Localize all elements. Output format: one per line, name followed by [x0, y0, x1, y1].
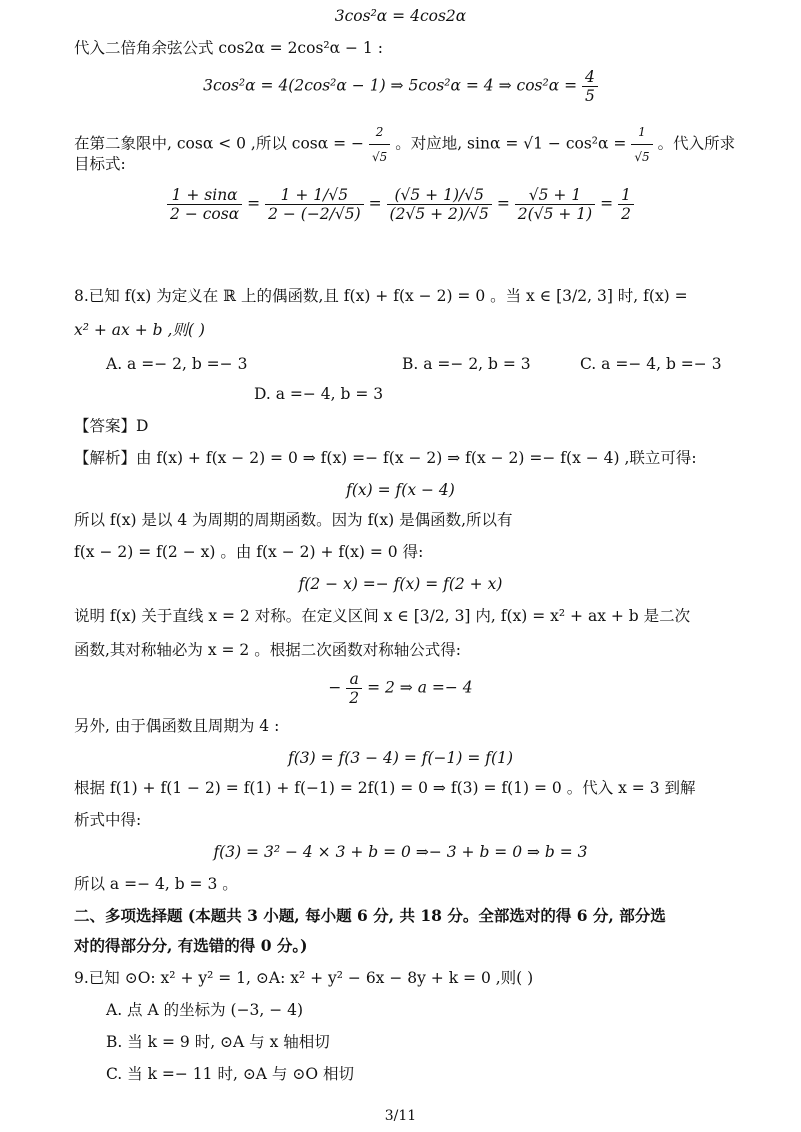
text-line: 目标式:: [74, 155, 126, 173]
option-a: A. a =− 2, b =− 3: [106, 355, 248, 373]
equals-sign: =: [247, 194, 261, 213]
fraction-numerator: 1 + 1/√5: [265, 186, 364, 205]
fraction-numerator: a: [346, 670, 362, 689]
fraction: [618, 186, 634, 223]
fraction: [582, 68, 598, 105]
text-line-cos-sin: [74, 120, 735, 169]
equals-sign: =: [368, 194, 382, 213]
fraction: [265, 186, 364, 223]
question-9-stem: 9.已知 ⊙O: x² + y² = 1, ⊙A: x² + y² − 6x − 8y + k = 0 ,则( ): [74, 969, 534, 987]
section-heading-cont: 对的得部分分, 有选错的得 0 分。): [74, 936, 308, 955]
fraction-denominator: 2(√5 + 1): [517, 205, 593, 223]
option-d: D. a =− 4, b = 3: [254, 385, 384, 403]
question-9-option-b: B. 当 k = 9 时, ⊙A 与 x 轴相切: [106, 1033, 330, 1051]
analysis-line: 根据 f(1) + f(1 − 2) = f(1) + f(−1) = 2f(1) = 0 ⇒ f(3) = f(1) = 0 。代入 x = 3 到解: [74, 779, 696, 797]
analysis-line: f(x − 2) = f(2 − x) 。由 f(x − 2) + f(x) = 0 得:: [74, 543, 424, 561]
question-8-stem-cont: x² + ax + b ,则( ): [74, 321, 205, 339]
text-segment: 。代入所求: [657, 134, 736, 153]
fraction-denominator: 2: [621, 205, 631, 223]
analysis-line: 【解析】由 f(x) + f(x − 2) = 0 ⇒ f(x) =− f(x − 2) ⇒ f(x − 2) =− f(x − 4) ,联立可得:: [74, 449, 697, 467]
equation-line: f(2 − x) =− f(x) = f(2 + x): [298, 575, 503, 593]
fraction: [631, 120, 652, 169]
fraction-numerator: (√5 + 1)/√5: [387, 186, 492, 205]
question-8-stem: 8.已知 f(x) 为定义在 ℝ 上的偶函数,且 f(x) + f(x − 2) = 0 。当 x ∈ [3/2, 3] 时, f(x) =: [74, 287, 688, 305]
equation-axis-formula: [0, 670, 801, 707]
analysis-line: 说明 f(x) 关于直线 x = 2 对称。在定义区间 x ∈ [3/2, 3] 内, f(x) = x² + ax + b 是二次: [74, 607, 691, 625]
analysis-line: 所以 f(x) 是以 4 为周期的周期函数。因为 f(x) 是偶函数,所以有: [74, 511, 513, 529]
equation-text: = 2 ⇒ a =− 4: [367, 678, 473, 697]
page-number: 3/11: [384, 1108, 417, 1124]
fraction-numerator: 2: [369, 120, 390, 145]
fraction-denominator: (2√5 + 2)/√5: [389, 205, 489, 223]
equals-sign: =: [496, 194, 510, 213]
analysis-line: 函数,其对称轴必为 x = 2 。根据二次函数对称轴公式得:: [74, 641, 461, 659]
option-b: B. a =− 2, b = 3: [402, 355, 531, 373]
option-c: C. a =− 4, b =− 3: [580, 355, 722, 373]
fraction: [346, 670, 362, 707]
equation-text: 3cos²α = 4(2cos²α − 1) ⇒ 5cos²α = 4 ⇒ cos²α =: [203, 76, 578, 95]
section-heading: 二、多项选择题 (本题共 3 小题, 每小题 6 分, 共 18 分。全部选对的得 6 分, 部分选: [74, 906, 666, 925]
equation-target-expression: [0, 186, 801, 223]
fraction-numerator: 4: [582, 68, 598, 87]
analysis-line: 另外, 由于偶函数且周期为 4 :: [74, 717, 280, 735]
equation-line: f(3) = f(3 − 4) = f(−1) = f(1): [288, 749, 513, 767]
equation-line: f(3) = 3² − 4 × 3 + b = 0 ⇒− 3 + b = 0 ⇒ b = 3: [213, 843, 588, 861]
equation-line: f(x) = f(x − 4): [346, 481, 455, 499]
fraction-denominator: 2 − cosα: [170, 205, 240, 223]
text-line: 代入二倍角余弦公式 cos2α = 2cos²α − 1 :: [74, 39, 383, 57]
fraction: [515, 186, 595, 223]
analysis-line: 所以 a =− 4, b = 3 。: [74, 875, 238, 893]
equation-line: 3cos²α = 4cos2α: [334, 7, 467, 25]
fraction-denominator: 5: [585, 87, 595, 105]
fraction-numerator: 1: [618, 186, 634, 205]
equation-cos-squared: [0, 68, 801, 105]
fraction: [387, 186, 492, 223]
fraction-numerator: 1: [631, 120, 652, 145]
fraction-numerator: √5 + 1: [515, 186, 595, 205]
fraction-numerator: 1 + sinα: [167, 186, 242, 205]
fraction-denominator: 2 − (−2/√5): [268, 205, 361, 223]
fraction: [369, 120, 390, 169]
fraction-denominator: √5: [634, 150, 650, 164]
text-segment: 在第二象限中, cosα < 0 ,所以 cosα = −: [74, 134, 365, 153]
answer-label: 【答案】D: [74, 417, 149, 435]
equals-sign: =: [600, 194, 614, 213]
fraction: [167, 186, 242, 223]
analysis-line: 析式中得:: [74, 811, 142, 829]
text-segment: 。对应地, sinα = √1 − cos²α =: [395, 134, 627, 153]
question-9-option-c: C. 当 k =− 11 时, ⊙A 与 ⊙O 相切: [106, 1065, 354, 1083]
question-9-option-a: A. 点 A 的坐标为 (−3, − 4): [106, 1001, 304, 1019]
minus-sign: −: [328, 678, 342, 697]
fraction-denominator: 2: [349, 689, 360, 707]
fraction-denominator: √5: [371, 150, 388, 164]
